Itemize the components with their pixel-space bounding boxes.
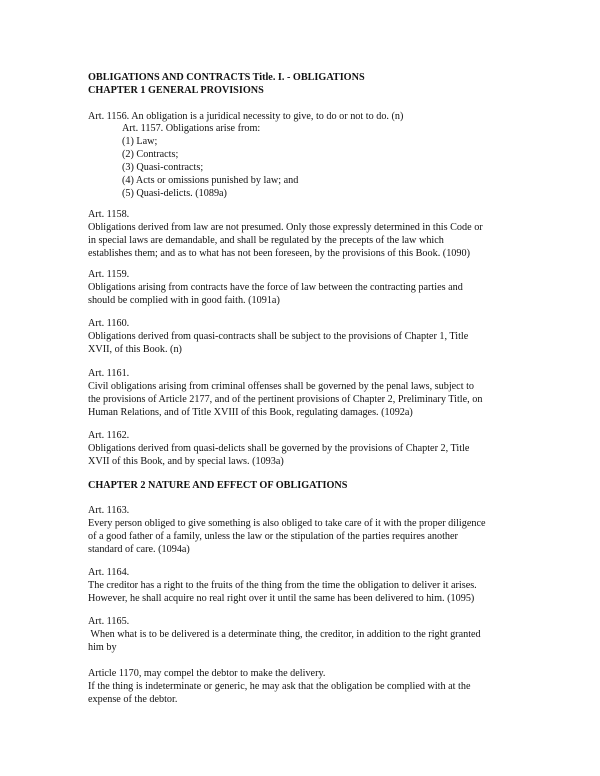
article-heading: Art. 1160. [88,318,130,329]
article-line: the provisions of Article 2177, and of the pertinent provisions of Chapter 2, Preliminary Title, on [88,394,483,405]
article-heading: Art. 1159. [88,269,130,280]
article-heading: Art. 1161. [88,368,130,379]
article-line: him by [88,642,117,653]
article-line: Obligations derived from quasi-contracts shall be subject to the provisions of Chapter 1, Title [88,331,469,342]
article-line: should be complied with in good faith. (1091a) [88,295,280,306]
article-line: XVII of this Book, and by special laws. (1093a) [88,456,284,467]
article-1156-text: Art. 1156. An obligation is a juridical necessity to give, to do or not to do. (n) [88,111,404,122]
article-1159 [88,268,518,307]
article-heading: Art. 1164. [88,567,130,578]
article-line: The creditor has a right to the fruits of the thing from the time the obligation to deliver it arises. [88,580,477,591]
article-line: If the thing is indeterminate or generic, he may ask that the obligation be complied with at the [88,681,471,692]
list-item: (1) Law; [122,136,158,147]
chapter-2-heading: CHAPTER 2 NATURE AND EFFECT OF OBLIGATIONS [88,480,348,491]
article-line: of a good father of a family, unless the law or the stipulation of the parties requires another [88,531,458,542]
article-1158 [88,208,518,260]
article-line: standard of care. (1094a) [88,544,190,555]
article-line: Obligations arising from contracts have the force of law between the contracting parties and [88,282,463,293]
article-1161 [88,367,518,419]
article-1164 [88,566,518,605]
article-line: Civil obligations arising from criminal offenses shall be governed by the penal laws, subject to [88,381,475,392]
article-line: Obligations derived from law are not presumed. Only those expressly determined in this Code or [88,222,483,233]
article-line: establishes them; and as to what has not been foreseen, by the provisions of this Book. (1090) [88,248,470,259]
list-item: (3) Quasi-contracts; [122,162,204,173]
article-line: Every person obliged to give something is also obliged to take care of it with the proper diligence [88,518,486,529]
article-1165 [88,615,518,654]
article-line: Human Relations, and of Title XVIII of this Book, regulating damages. (1092a) [88,407,413,418]
article-1157 [122,122,298,200]
article-line: When what is to be delivered is a determinate thing, the creditor, in addition to the right granted [88,629,481,640]
article-line: expense of the debtor. [88,694,178,705]
document-title: OBLIGATIONS AND CONTRACTS Title. I. - OBLIGATIONS [88,72,365,83]
chapter-1-heading: CHAPTER 1 GENERAL PROVISIONS [88,85,264,96]
article-line: XVII, of this Book. (n) [88,344,182,355]
list-item: (5) Quasi-delicts. (1089a) [122,188,227,199]
article-1162 [88,429,518,468]
article-line: Article 1170, may compel the debtor to make the delivery. [88,668,326,679]
list-item: (4) Acts or omissions punished by law; and [122,175,299,186]
article-heading: Art. 1163. [88,505,130,516]
article-1163 [88,504,518,556]
article-line: However, he shall acquire no real right over it until the same has been delivered to him. (1095) [88,593,475,604]
article-heading: Art. 1162. [88,430,130,441]
article-heading: Art. 1165. [88,616,130,627]
list-item: (2) Contracts; [122,149,179,160]
article-1157-heading: Art. 1157. Obligations arise from: [122,123,261,134]
article-heading: Art. 1158. [88,209,130,220]
article-1160 [88,317,518,356]
article-line: Obligations derived from quasi-delicts shall be governed by the provisions of Chapter 2, Title [88,443,470,454]
article-1165-continued [88,667,518,706]
article-line: in special laws are demandable, and shall be regulated by the precepts of the law which [88,235,444,246]
